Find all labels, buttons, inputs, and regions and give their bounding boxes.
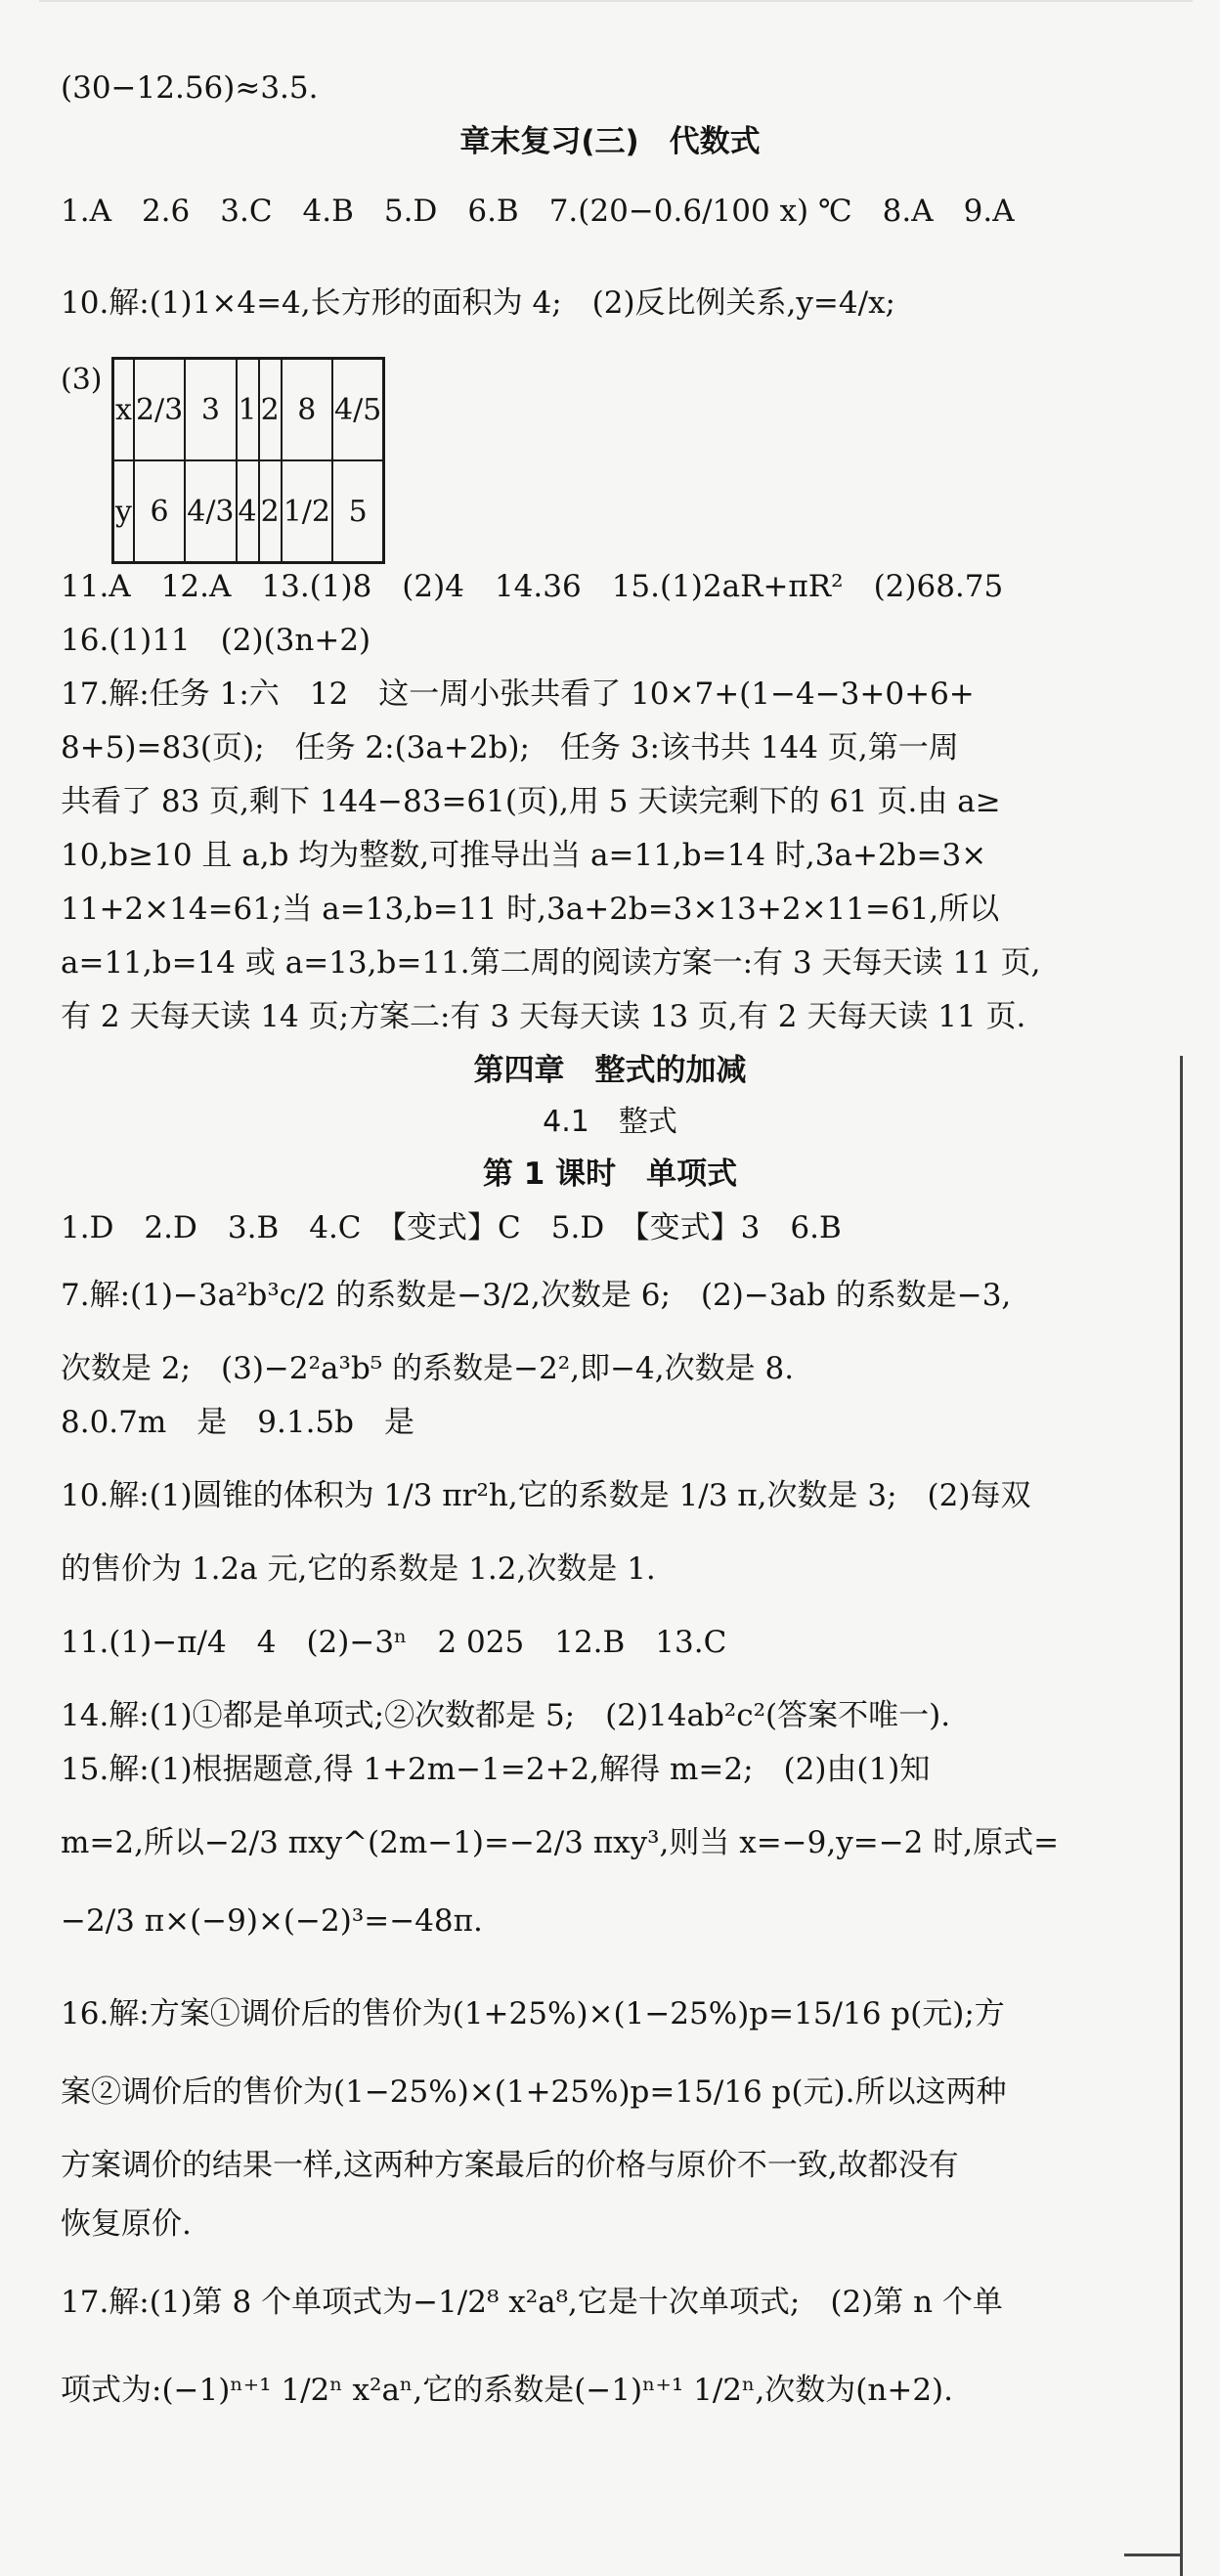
- text-line: 有 2 天每天读 14 页;方案二:有 3 天每天读 13 页,有 2 天每天读 11 页.: [61, 999, 1026, 1034]
- table-cell: 4/5: [332, 359, 384, 461]
- text-line: 15.解:(1)根据题意,得 1+2m−1=2+2,解得 m=2; (2)由(1)知: [61, 1752, 931, 1787]
- text-line: 8+5)=83(页); 任务 2:(3a+2b); 任务 3:该书共 144 页,第一周: [61, 730, 959, 765]
- text-line: a=11,b=14 或 a=13,b=11.第二周的阅读方案一:有 3 天每天读 11 页,: [61, 945, 1041, 981]
- text-line: 案②调价后的售价为(1−25%)×(1+25%)p=15/16 p(元).所以这两种: [61, 2074, 1007, 2110]
- text-line: 10.解:(1)圆锥的体积为 1/3 πr²h,它的系数是 1/3 π,次数是 3; (2)每双: [61, 1478, 1031, 1513]
- text-line: 16.(1)11 (2)(3n+2): [61, 623, 371, 658]
- text-line: 17.解:任务 1:六 12 这一周小张共看了 10×7+(1−4−3+0+6+: [61, 677, 975, 712]
- text-line: 7.解:(1)−3a²b³c/2 的系数是−3/2,次数是 6; (2)−3ab 的系数是−3,: [61, 1278, 1012, 1313]
- table-cell: 8: [282, 359, 332, 461]
- table-cell: 2: [259, 460, 282, 563]
- text-line: m=2,所以−2/3 πxy^(2m−1)=−2/3 πxy³,则当 x=−9,y=−2 时,原式=: [61, 1825, 1060, 1860]
- section-heading: 4.1 整式: [543, 1105, 677, 1139]
- top-edge-line: [39, 0, 1193, 2]
- page-edge-line: [1180, 1056, 1183, 2576]
- table-cell: 6: [134, 460, 185, 563]
- table-cell: x: [113, 359, 134, 461]
- text-line: 16.解:方案①调价后的售价为(1+25%)×(1−25%)p=15/16 p(元);方: [61, 1996, 1005, 2031]
- table-cell: 3: [185, 359, 236, 461]
- table-cell: 1/2: [282, 460, 332, 563]
- table-cell: 2/3: [134, 359, 185, 461]
- table-cell: 2: [259, 359, 282, 461]
- table-cell: y: [113, 460, 134, 563]
- text-line: (30−12.56)≈3.5.: [61, 70, 319, 106]
- text-line: 1.A 2.6 3.C 4.B 5.D 6.B 7.(20−0.6/100 x) ℃ 8.A 9.A: [61, 194, 1015, 229]
- text-line: 共看了 83 页,剩下 144−83=61(页),用 5 天读完剩下的 61 页.由 a≥: [61, 784, 1001, 819]
- text-line: 11+2×14=61;当 a=13,b=11 时,3a+2b=3×13+2×11=61,所以: [61, 892, 1000, 927]
- text-line: 8.0.7m 是 9.1.5b 是: [61, 1405, 414, 1440]
- lesson-heading: 第 1 课时 单项式: [482, 1157, 738, 1192]
- chapter-heading: 第四章 整式的加减: [473, 1053, 747, 1088]
- text-line: −2/3 π×(−9)×(−2)³=−48π.: [61, 1903, 483, 1939]
- text-line: 10,b≥10 且 a,b 均为整数,可推导出当 a=11,b=14 时,3a+2b=3×: [61, 838, 987, 873]
- page-corner-line: [1124, 2554, 1183, 2556]
- text-line: 恢复原价.: [61, 2206, 192, 2242]
- text-line: 14.解:(1)①都是单项式;②次数都是 5; (2)14ab²c²(答案不唯一).: [61, 1698, 951, 1733]
- table-cell: 4/3: [185, 460, 236, 563]
- table-cell: 5: [332, 460, 384, 563]
- text-line: 11.A 12.A 13.(1)8 (2)4 14.36 15.(1)2aR+πR² (2)68.75: [61, 569, 1004, 604]
- text-line: 11.(1)−π/4 4 (2)−3ⁿ 2 025 12.B 13.C: [61, 1625, 727, 1660]
- value-table: [111, 357, 385, 564]
- table-cell: 4: [237, 460, 259, 563]
- table-row: [113, 359, 384, 461]
- text-line: 的售价为 1.2a 元,它的系数是 1.2,次数是 1.: [61, 1551, 656, 1587]
- text-line: 1.D 2.D 3.B 4.C 【变式】C 5.D 【变式】3 6.B: [61, 1210, 842, 1245]
- table-cell: 1: [237, 359, 259, 461]
- text-line: 次数是 2; (3)−2²a³b⁵ 的系数是−2²,即−4,次数是 8.: [61, 1351, 795, 1386]
- table-label: (3): [61, 363, 103, 397]
- text-line: 17.解:(1)第 8 个单项式为−1/2⁸ x²a⁸,它是十次单项式; (2)第 n 个单: [61, 2285, 1003, 2320]
- text-line: 项式为:(−1)ⁿ⁺¹ 1/2ⁿ x²aⁿ,它的系数是(−1)ⁿ⁺¹ 1/2ⁿ,次数为(n+2).: [61, 2373, 954, 2408]
- section-heading: 章末复习(三) 代数式: [459, 124, 761, 159]
- text-line: 10.解:(1)1×4=4,长方形的面积为 4; (2)反比例关系,y=4/x;: [61, 285, 895, 321]
- text-line: 方案调价的结果一样,这两种方案最后的价格与原价不一致,故都没有: [61, 2148, 959, 2183]
- table-row: [113, 460, 384, 563]
